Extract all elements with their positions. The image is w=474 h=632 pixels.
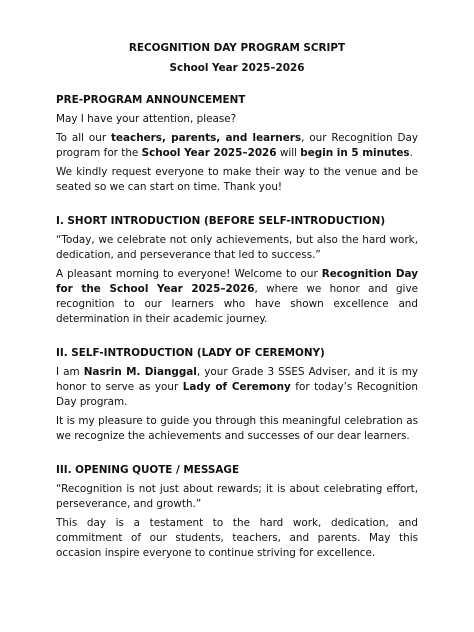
document-title: RECOGNITION DAY PROGRAM SCRIPT <box>128 42 346 54</box>
text-run: A pleasant morning to everyone! Welcome to our <box>56 268 322 280</box>
paragraph <box>56 414 418 444</box>
text-run: To all our <box>56 132 112 144</box>
text-run: “Recognition is not just about rewards; it is about celebrating effort, perseverance, and growth.” <box>56 483 418 510</box>
paragraph <box>56 165 418 195</box>
text-run: This day is a testament to the hard work, dedication, and commitment of our students, teachers, and parents. May this occasion inspire everyone to continue striving for excellence. <box>56 517 418 559</box>
text-run: , your Grade 3 SSES Adviser, and it is my honor to serve as your <box>56 366 418 393</box>
bold-run: begin in 5 minutes <box>300 147 410 159</box>
document-subtitle: School Year 2025–2026 <box>169 62 305 74</box>
paragraph <box>56 131 418 161</box>
text-run: . <box>409 147 413 159</box>
paragraph <box>56 516 418 561</box>
text-run: will <box>276 147 301 159</box>
paragraph <box>56 482 418 512</box>
text-run: May I have your attention, please? <box>56 113 237 125</box>
section-heading-short-introduction: I. SHORT INTRODUCTION (BEFORE SELF-INTRODUCTION) <box>56 215 386 227</box>
text-run: “Today, we celebrate not only achievements, but also the hard work, dedication, and perseverance that led to success.” <box>56 234 418 261</box>
text-run: , where we honor and give recognition to our learners who have shown excellence and determination in their academic journey. <box>56 283 418 325</box>
section-heading-pre-program: PRE-PROGRAM ANNOUNCEMENT <box>56 94 246 106</box>
section-heading-self-introduction: II. SELF-INTRODUCTION (LADY OF CEREMONY) <box>56 347 325 359</box>
bold-run: School Year 2025–2026 <box>141 147 277 159</box>
paragraph <box>56 233 418 263</box>
paragraph <box>56 365 418 410</box>
paragraph <box>56 267 418 327</box>
text-run: It is my pleasure to guide you through this meaningful celebration as we recognize the achievements and successes of our dear learners. <box>56 415 418 442</box>
bold-run: teachers, parents, and learners <box>111 132 302 144</box>
bold-run: Recognition Day for the School Year 2025–2026 <box>56 268 418 295</box>
bold-run: Nasrin M. Dianggal <box>83 366 197 378</box>
text-run: , our Recognition Day program for the <box>56 132 419 159</box>
paragraph <box>56 112 418 127</box>
text-run: I am <box>56 366 84 378</box>
bold-run: Lady of Ceremony <box>182 381 291 393</box>
section-heading-opening-quote: III. OPENING QUOTE / MESSAGE <box>56 464 240 476</box>
text-run: We kindly request everyone to make their way to the venue and be seated so we can start on time. Thank you! <box>56 166 418 193</box>
text-run: for today’s Recognition Day program. <box>56 381 418 408</box>
